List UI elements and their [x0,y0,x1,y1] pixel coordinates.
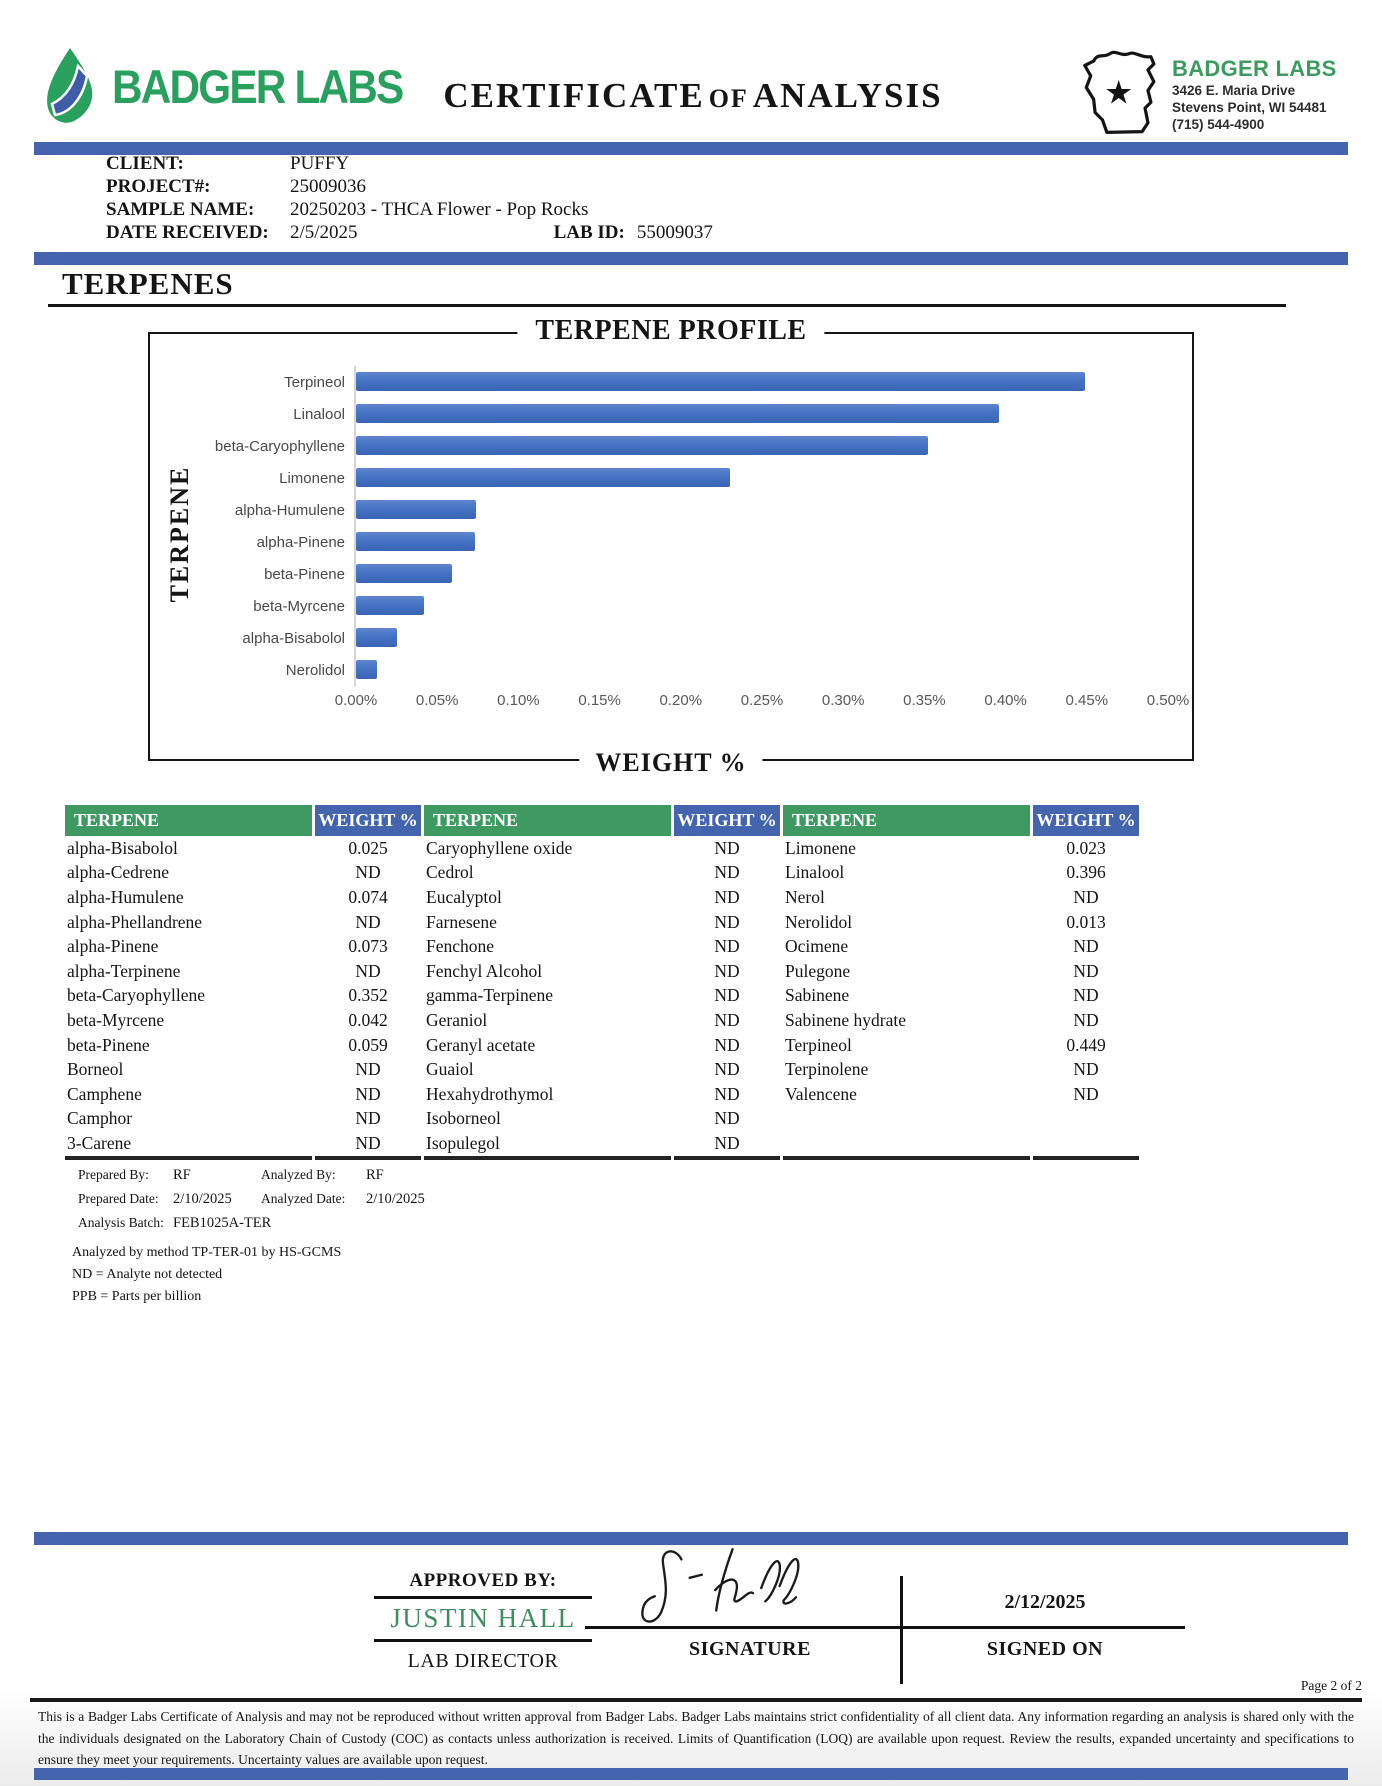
analyzed-by-label: Analyzed By: [261,1167,336,1182]
signed-on-label: SIGNED ON [986,1638,1104,1660]
prepared-by-label: Prepared By: [78,1167,149,1182]
terpene-weight-cell: ND [714,837,740,858]
terpene-weight-cell: ND [355,1059,381,1080]
lab-phone: (715) 544-4900 [1172,117,1265,132]
analyzed-date-label: Analyzed Date: [261,1191,346,1206]
chart-bar [356,500,476,519]
terpene-weight-cell: ND [714,1108,740,1129]
chart-bar [356,564,452,583]
terpene-weight-cell: ND [714,960,740,981]
chart-x-tick-label: 0.15% [578,692,621,709]
terpene-weight-cell: ND [1073,1059,1099,1080]
title-word-of: OF [708,84,749,113]
date-received-value: 2/5/2025 [290,222,358,243]
chart-bar [356,404,999,423]
terpene-weight-cell: ND [714,1034,740,1055]
terpene-name-cell: Fenchone [426,936,495,957]
terpene-name-cell: alpha-Terpinene [67,960,181,981]
date-received-label: DATE RECEIVED: [106,222,269,243]
table-row [65,1008,1139,1033]
lab-name: BADGER LABS [1172,56,1337,81]
chart-x-tick-label: 0.10% [497,692,540,709]
table-row [65,836,1139,861]
terpene-name-cell: Borneol [67,1059,124,1080]
terpene-profile-chart [148,315,1194,777]
title-word-certificate: CERTIFICATE [443,76,705,115]
wisconsin-star-icon: ★ [1104,74,1134,111]
terpene-weight-cell: ND [355,1083,381,1104]
client-value: PUFFY [290,153,350,174]
chart-category-label: Nerolidol [285,661,345,679]
table-row [65,1033,1139,1058]
chart-x-tick-label: 0.05% [415,692,459,709]
terpene-table [62,805,1142,1160]
terpene-weight-cell: ND [674,1131,780,1160]
table-row [65,1082,1139,1107]
chart-bar-track [354,430,1184,462]
ppb-note: PPB = Parts per billion [72,1289,202,1304]
analyzed-date-value: 2/10/2025 [366,1191,425,1207]
chart-bar-track [354,558,1184,590]
terpene-name-cell: Isopulegol [424,1131,671,1160]
terpene-name-cell: alpha-Pinene [67,936,159,957]
chart-bar [356,596,424,615]
chart-category-label: beta-Pinene [264,565,345,583]
terpene-name-cell [783,1107,1030,1132]
table-row [65,861,1139,886]
table-header-terpene: TERPENE [424,805,671,836]
terpene-table-head [65,805,1139,836]
terpene-weight-cell: ND [714,1059,740,1080]
page-number: Page 2 of 2 [1300,1678,1362,1693]
terpene-weight-cell: ND [1073,886,1099,907]
terpene-name-cell: 3-Carene [65,1131,312,1160]
terpene-weight-cell: ND [1073,1009,1099,1030]
table-header-terpene: TERPENE [783,805,1030,836]
terpene-name-cell: Caryophyllene oxide [426,837,573,858]
chart-bar-track [354,494,1184,526]
terpene-name-cell: beta-Pinene [67,1034,150,1055]
table-header-terpene: TERPENE [65,805,312,836]
terpene-name-cell: Sabinene [785,985,850,1006]
analysis-batch-row [72,1211,425,1235]
terpene-weight-cell [1033,1131,1139,1160]
project-value: 25009036 [290,176,366,197]
chart-row [150,366,1184,398]
analysis-batch-label: Analysis Batch: [78,1215,164,1230]
date-received-row [106,221,713,244]
approved-by-rule-top [374,1596,592,1599]
terpene-weight-cell: ND [1073,985,1099,1006]
terpene-weight-cell: ND [714,1009,740,1030]
terpene-weight-cell: 0.073 [348,936,388,957]
badger-labs-logo [40,46,435,126]
signature-divider-line [900,1576,903,1684]
chart-row [150,398,1184,430]
signature-rule [585,1626,1185,1629]
title-word-analysis: ANALYSIS [752,76,943,115]
prepared-date-value: 2/10/2025 [173,1191,232,1207]
terpene-name-cell: Terpinolene [785,1059,869,1080]
approval-block [374,1570,592,1673]
chart-bar-track [354,398,1184,430]
chart-bar-track [354,654,1184,686]
table-row [65,1107,1139,1132]
chart-x-tick-label: 0.25% [740,692,784,709]
chart-category-label: beta-Caryophyllene [214,437,345,455]
lab-address-line1: 3426 E. Maria Drive [1172,83,1296,98]
terpene-weight-cell: 0.396 [1066,862,1106,883]
table-header-weight: WEIGHT % [315,805,421,836]
prepared-by-row [72,1163,425,1187]
project-label: PROJECT#: [106,176,211,197]
terpene-name-cell: gamma-Terpinene [426,985,554,1006]
table-row [65,1057,1139,1082]
sample-info-block [106,152,713,244]
prepared-date-label: Prepared Date: [78,1191,159,1206]
terpene-name-cell: Cedrol [426,862,474,883]
chart-category-label: beta-Myrcene [253,597,345,615]
divider-bar-sample [34,252,1348,265]
chart-row [150,462,1184,494]
signature-label: SIGNATURE [689,1638,811,1660]
analysis-notes [72,1163,425,1307]
terpene-name-cell: Ocimene [785,936,849,957]
chart-bar [356,532,475,551]
signed-on-date: 2/12/2025 [1004,1591,1086,1613]
terpene-name-cell: Farnesene [426,911,497,932]
section-title: TERPENES [62,266,234,301]
approver-title: LAB DIRECTOR [407,1650,559,1672]
terpene-name-cell: alpha-Phellandrene [67,911,203,932]
terpene-name-cell: Eucalyptol [426,886,502,907]
terpene-name-cell: alpha-Bisabolol [67,837,178,858]
terpene-weight-cell: ND [1073,1083,1099,1104]
lab-id-value: 55009037 [636,222,713,243]
chart-bar [356,436,928,455]
terpene-name-cell: alpha-Humulene [67,886,184,907]
approver-name: JUSTIN HALL [390,1603,576,1633]
lab-id-label: LAB ID: [553,222,625,243]
chart-row [150,526,1184,558]
prepared-by-value: RF [173,1167,191,1183]
chart-category-label: Linalool [293,405,345,423]
terpene-name-cell: alpha-Cedrene [67,862,170,883]
terpene-name-cell: Pulegone [785,960,851,981]
sample-name-label: SAMPLE NAME: [106,199,255,220]
terpene-weight-cell: 0.074 [348,886,388,907]
terpene-weight-cell: 0.449 [1066,1034,1106,1055]
terpene-name-cell: Valencene [785,1083,857,1104]
chart-bar [356,468,730,487]
terpene-weight-cell: 0.013 [1066,911,1106,932]
terpene-weight-cell: 0.025 [348,837,388,858]
terpene-name-cell: Limonene [785,837,856,858]
logo-wordmark: BADGER LABS [112,59,403,113]
chart-row [150,494,1184,526]
terpene-name-cell: Linalool [785,862,845,883]
chart-row [150,430,1184,462]
leaf-logo-icon [40,46,100,126]
chart-bar [356,660,377,679]
terpene-weight-cell: 0.042 [348,1009,388,1030]
terpene-name-cell: Nerol [785,886,825,907]
wisconsin-state-icon [1078,42,1168,136]
terpene-table-body [65,836,1139,1160]
chart-row [150,622,1184,654]
nd-note: ND = Analyte not detected [72,1267,223,1282]
chart-title: TERPENE PROFILE [517,315,824,347]
table-row [65,959,1139,984]
chart-bar [356,372,1085,391]
lab-address-line2: Stevens Point, WI 54481 [1172,100,1327,115]
terpene-name-cell: Fenchyl Alcohol [426,960,543,981]
terpene-weight-cell [1033,1107,1139,1132]
chart-category-label: Terpineol [284,373,345,391]
chart-x-tick-label: 0.30% [821,692,865,709]
table-row [65,1131,1139,1160]
lab-contact-block [1078,42,1337,136]
signature [618,1543,884,1629]
terpene-name-cell: Camphor [67,1108,133,1129]
chart-bar-track [354,366,1184,398]
project-row [106,175,713,198]
terpene-name-cell: Hexahydrothymol [426,1083,554,1104]
table-row [65,885,1139,910]
terpene-name-cell: Terpineol [785,1034,852,1055]
table-row [65,984,1139,1009]
terpene-weight-cell: ND [714,886,740,907]
terpene-weight-cell: ND [1073,960,1099,981]
terpene-weight-cell: ND [714,936,740,957]
chart-category-label: Limonene [279,469,345,487]
divider-bar-bottom [34,1768,1348,1780]
chart-bar [356,628,397,647]
terpene-weight-cell: ND [315,1131,421,1160]
chart-bar-track [354,622,1184,654]
lab-info [1172,56,1337,133]
client-label: CLIENT: [106,153,184,174]
chart-category-label: alpha-Humulene [234,501,345,519]
terpene-weight-cell: ND [355,960,381,981]
chart-x-tick-label: 0.40% [984,692,1027,709]
table-header-weight: WEIGHT % [674,805,780,836]
chart-bar-track [354,526,1184,558]
chart-bar-track [354,462,1184,494]
chart-row [150,654,1184,686]
analyzed-by-value: RF [366,1167,384,1183]
chart-x-tick-label: 0.20% [659,692,703,709]
terpene-name-cell: Geranyl acetate [426,1034,536,1055]
client-row [106,152,713,175]
section-title-rule [48,304,1286,307]
terpene-weight-cell: ND [714,985,740,1006]
chart-x-tick-label: 0.35% [903,692,946,709]
terpene-weight-cell: ND [1073,936,1099,957]
disclaimer-text: This is a Badger Labs Certificate of Analysis and may not be reproduced without written approval from Badger Labs. Badger Labs maintains strict confidentiality of all client data. Any information regarding an analysis is shared only with the the individuals designated on the Laboratory Chain of Custody (COC) as contacts unless authorization is received. Limits of Quantification (LOQ) are available upon request. Review the results, expanded uncertainty and specifications to ensure they meet your requirements. Uncertainty values are available upon request. [38,1709,1354,1767]
approved-by-label: APPROVED BY: [409,1570,557,1591]
terpene-weight-cell: ND [714,911,740,932]
terpene-name-cell: Geraniol [426,1009,488,1030]
footer-rule [30,1698,1362,1702]
chart-row [150,558,1184,590]
terpene-name-cell: Isoborneol [426,1108,501,1129]
terpene-name-cell: Sabinene hydrate [785,1009,906,1030]
chart-category-label: alpha-Bisabolol [242,629,345,647]
terpene-name-cell: beta-Myrcene [67,1009,165,1030]
document-title [400,76,986,116]
chart-y-axis-title: TERPENE [165,465,194,603]
chart-x-axis-title: WEIGHT % [579,748,762,778]
table-row [65,910,1139,935]
chart-x-tick-label: 0.00% [334,692,378,709]
terpene-weight-cell: ND [714,862,740,883]
sample-name-row [106,198,713,221]
terpene-name-cell: beta-Caryophyllene [67,985,206,1006]
chart-x-tick-label: 0.45% [1065,692,1109,709]
sample-name-value: 20250203 - THCA Flower - Pop Rocks [290,199,589,220]
table-row [65,934,1139,959]
terpene-weight-cell: ND [355,911,381,932]
analysis-batch-value: FEB1025A-TER [173,1215,272,1231]
terpene-name-cell: Nerolidol [785,911,853,932]
table-header-weight: WEIGHT % [1033,805,1139,836]
terpene-weight-cell: ND [355,862,381,883]
chart-plot [150,366,1184,686]
approved-by-rule-bottom [374,1639,592,1642]
prepared-date-row [72,1187,425,1211]
terpene-name-cell: Camphene [67,1083,142,1104]
terpene-weight-cell: ND [355,1108,381,1129]
chart-row [150,590,1184,622]
chart-x-tick-label: 0.50% [1146,692,1190,709]
chart-x-axis [334,692,1192,712]
terpene-name-cell: Guaiol [426,1059,474,1080]
chart-bar-track [354,590,1184,622]
table-header-row [65,805,1139,836]
terpene-weight-cell: ND [714,1083,740,1104]
terpene-weight-cell: 0.059 [348,1034,388,1055]
terpene-weight-cell: 0.352 [348,985,388,1006]
terpene-weight-cell: 0.023 [1066,837,1106,858]
method-note: Analyzed by method TP-TER-01 by HS-GCMS [72,1245,342,1260]
terpene-name-cell [783,1131,1030,1160]
chart-category-label: alpha-Pinene [256,533,345,551]
